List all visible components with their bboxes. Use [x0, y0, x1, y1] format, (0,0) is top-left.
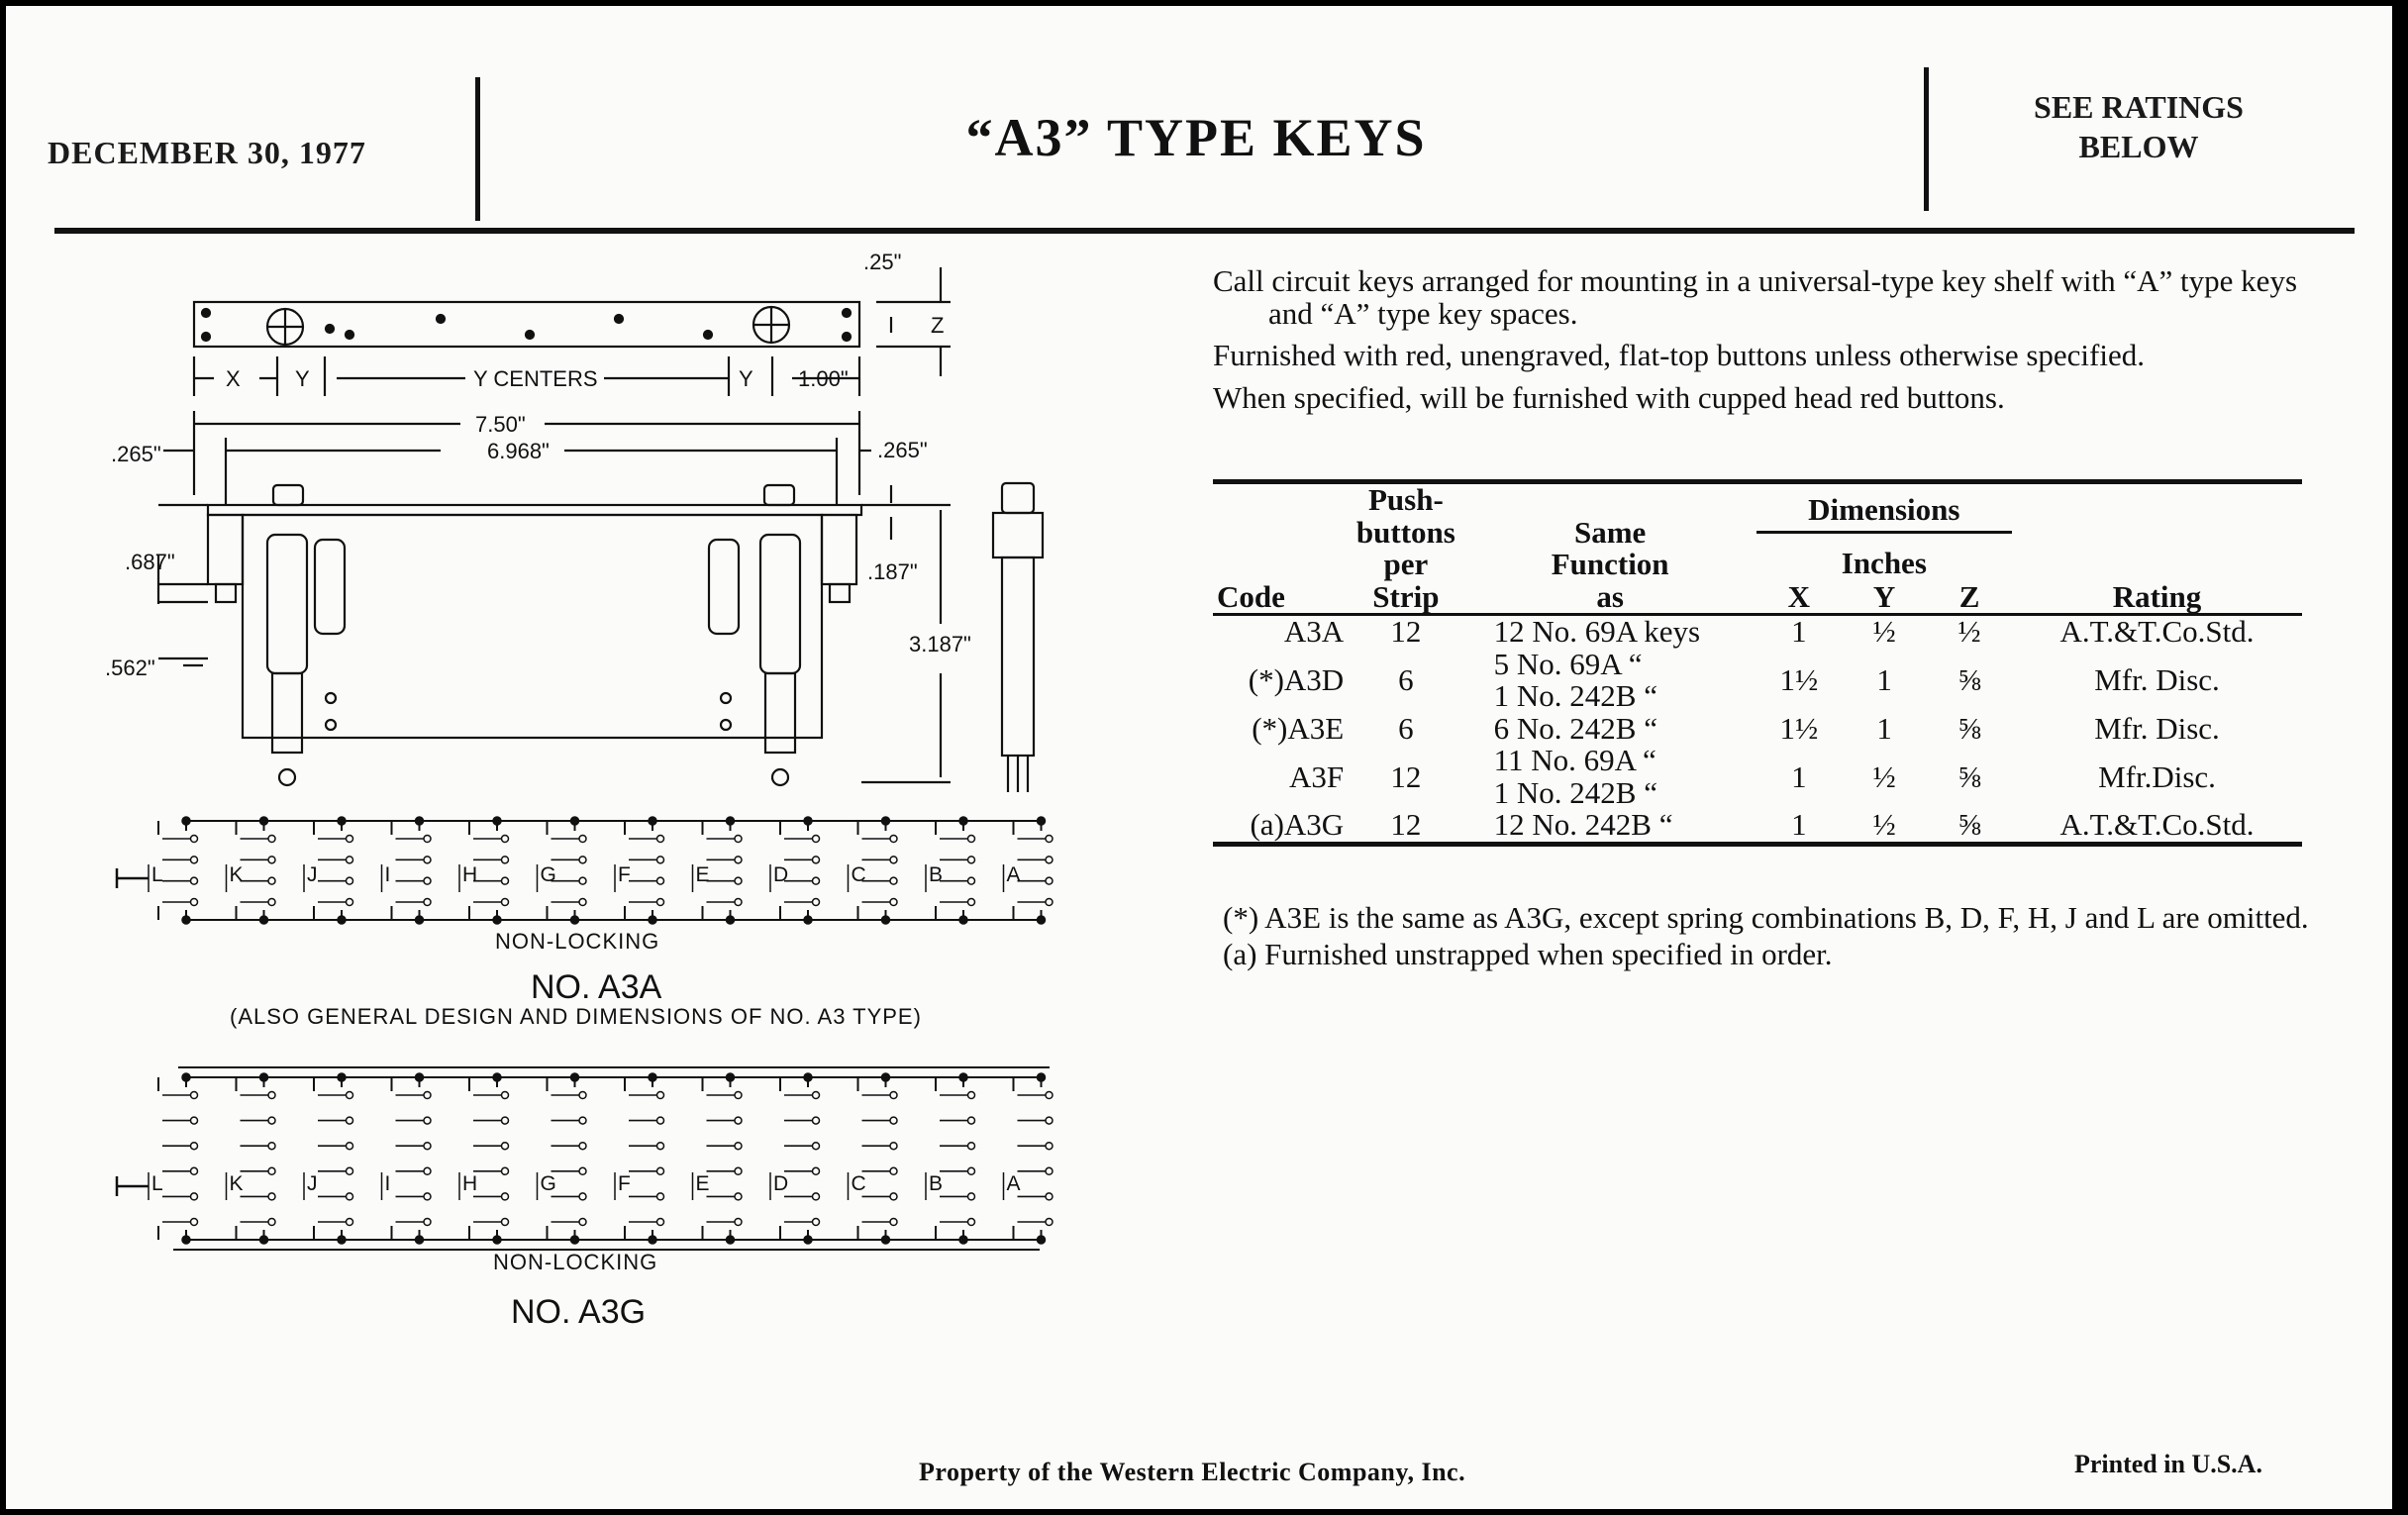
description-para-3: When specified, will be furnished with cupped head red buttons. [1213, 379, 2005, 415]
cell-code: (*)A3D [1248, 662, 1345, 697]
cell-x: 1 [1791, 758, 1807, 794]
cell-code: A3F [1289, 758, 1345, 794]
spec-table [1213, 479, 2302, 847]
cell-z: ½ [1957, 614, 1981, 650]
header-date: DECEMBER 30, 1977 [48, 135, 366, 170]
a3g-type-label: NON-LOCKING [493, 1250, 658, 1274]
same-function-line-1: 12 No. 69A keys [1493, 614, 1701, 650]
dim-562: .562" [105, 656, 155, 680]
a3a-note: (ALSO GENERAL DESIGN AND DIMENSIONS OF NO. A3 TYPE) [230, 1004, 922, 1029]
a3g-wiring-diagram [117, 1067, 1053, 1250]
table-row [1213, 809, 2302, 844]
spring-letter-a: A [1006, 1172, 1021, 1195]
spring-combination [1004, 1073, 1054, 1244]
cell-z: ⅝ [1957, 758, 1981, 794]
description-para-2: Furnished with red, unengraved, flat-top buttons unless otherwise specified. [1213, 338, 2145, 373]
cell-func [1464, 745, 1756, 809]
cell-y: ½ [1872, 758, 1896, 794]
th-rating: Rating [2112, 578, 2202, 614]
spring-combination [538, 1073, 587, 1244]
table-row [1213, 649, 2302, 713]
spring-letter-c: C [851, 863, 866, 886]
dim-750: 7.50" [475, 412, 526, 437]
spring-combination [227, 1073, 276, 1244]
th-x: X [1787, 578, 1811, 614]
cell-code: (*)A3E [1252, 710, 1345, 746]
cell-code: A3A [1283, 614, 1345, 650]
dim-025: .25" [863, 250, 902, 274]
th-dimensions: Dimensions [1756, 482, 2012, 533]
cell-push: 12 [1390, 614, 1422, 650]
cell-func [1464, 809, 1756, 844]
table-row [1213, 713, 2302, 746]
same-function-line-1: 6 No. 242B “ [1493, 710, 1657, 746]
spring-letter-f: F [618, 863, 631, 886]
cell-push: 12 [1390, 758, 1422, 794]
dim-187: .187" [867, 559, 918, 584]
spring-combination [770, 1073, 820, 1244]
table-row [1213, 615, 2302, 649]
spring-letter-i: I [384, 863, 391, 886]
spring-combination [459, 1073, 509, 1244]
spring-letter-c: C [851, 1172, 866, 1195]
page-title: “A3” TYPE KEYS [965, 108, 1427, 167]
cell-rating: Mfr. Disc. [2094, 710, 2220, 746]
spring-letter-k: K [229, 863, 244, 886]
dim-y-centers: Y CENTERS [473, 366, 598, 391]
footnote-a: (a) Furnished unstrapped when specified in order. [1223, 937, 1833, 972]
cell-func [1464, 646, 1756, 714]
spring-letter-d: D [773, 1172, 789, 1195]
spring-combination [849, 1073, 898, 1244]
same-function-line-2: 1 No. 242B “ [1493, 774, 1657, 810]
th-z: Z [1958, 578, 1980, 614]
dim-y-left: Y [295, 366, 310, 391]
spring-letter-g: G [540, 1172, 556, 1195]
a3a-caption: NO. A3A [531, 968, 662, 1006]
same-function-line-1: 12 No. 242B “ [1493, 807, 1673, 843]
description-para-1: Call circuit keys arranged for mounting in a universal-type key shelf with “A” type keys and “A” type key spaces. [1213, 263, 2298, 331]
cell-z: ⅝ [1957, 662, 1981, 697]
cell-func [1464, 710, 1756, 746]
dim-100: 1.00" [798, 366, 849, 391]
cell-z: ⅝ [1957, 807, 1981, 843]
spring-letter-i: I [384, 1172, 391, 1195]
spring-letter-g: G [540, 863, 556, 886]
dim-687: .687" [125, 550, 175, 574]
table-row [1213, 745, 2302, 809]
cell-func [1464, 615, 1756, 649]
spring-letter-a: A [1006, 863, 1021, 886]
spring-letter-d: D [773, 863, 789, 886]
spring-letter-k: K [229, 1172, 244, 1195]
cell-push: 6 [1398, 662, 1414, 697]
ratings-note [1970, 87, 2307, 166]
cell-rating: Mfr. Disc. [2094, 662, 2220, 697]
spring-combination [926, 1073, 975, 1244]
spring-letter-l: L [151, 1172, 163, 1195]
cell-y: 1 [1876, 710, 1892, 746]
cell-y: ½ [1872, 614, 1896, 650]
footer-printed: Printed in U.S.A. [2074, 1450, 2262, 1478]
footer-property: Property of the Western Electric Company, Inc. [919, 1458, 1466, 1486]
spring-letter-e: E [695, 1172, 710, 1195]
spring-letter-h: H [462, 1172, 478, 1195]
dim-265-right: .265" [877, 438, 928, 462]
spring-letter-l: L [151, 863, 163, 886]
same-function-line-1: 11 No. 69A “ [1493, 743, 1656, 778]
spring-combination [304, 1073, 353, 1244]
footnote-asterisk: (*) A3E is the same as A3G, except spring combinations B, D, F, H, J and L are omitted. [1223, 900, 2309, 935]
cell-z: ⅝ [1957, 710, 1981, 746]
th-same-function: Same Function as [1551, 514, 1669, 614]
spring-letter-h: H [462, 863, 478, 886]
dim-y-right: Y [739, 366, 753, 391]
same-function-line-2: 1 No. 242B “ [1493, 678, 1657, 714]
spring-combination [693, 1073, 743, 1244]
cell-x: 1 [1791, 614, 1807, 650]
spring-letter-e: E [695, 863, 710, 886]
cell-y: 1 [1876, 662, 1892, 697]
a3a-wiring-diagram [117, 817, 1053, 924]
spec-table-body [1213, 615, 2302, 845]
dim-x: X [226, 366, 241, 391]
cell-x: 1 [1791, 807, 1807, 843]
spring-letter-j: J [307, 1172, 318, 1195]
cell-rating: A.T.&T.Co.Std. [2059, 614, 2255, 650]
th-inches: Inches [1841, 545, 1927, 580]
th-code: Code [1217, 578, 1285, 614]
cell-push: 12 [1390, 807, 1422, 843]
spring-combination [149, 1073, 198, 1244]
ratings-line-1: SEE RATINGS [2034, 89, 2244, 125]
spring-combination [615, 1073, 664, 1244]
cell-rating: Mfr.Disc. [2098, 758, 2216, 794]
a3a-type-label: NON-LOCKING [495, 929, 660, 954]
cell-code: (a)A3G [1250, 807, 1345, 843]
description [1213, 265, 2307, 424]
ratings-line-2: BELOW [2078, 129, 2199, 164]
same-function-line-1: 5 No. 69A “ [1493, 646, 1643, 681]
a3g-caption: NO. A3G [511, 1293, 647, 1331]
spring-letter-j: J [307, 863, 318, 886]
cell-x: 1½ [1779, 662, 1819, 697]
th-y: Y [1872, 578, 1896, 614]
dim-3187: 3.187" [909, 632, 971, 656]
header-divider-right [1924, 67, 1929, 211]
footnotes [1223, 901, 2312, 975]
cell-rating: A.T.&T.Co.Std. [2059, 807, 2255, 843]
dim-6968: 6.968" [487, 439, 550, 463]
cell-x: 1½ [1779, 710, 1819, 746]
dim-z: Z [931, 313, 945, 338]
th-push: Push- buttons per Strip [1355, 482, 1455, 614]
spring-letter-f: F [618, 1172, 631, 1195]
spring-letter-b: B [929, 1172, 944, 1195]
spring-combination [382, 1073, 432, 1244]
dim-265-left: .265" [111, 442, 161, 466]
cell-push: 6 [1398, 710, 1414, 746]
spring-letter-b: B [929, 863, 944, 886]
cell-y: ½ [1872, 807, 1896, 843]
